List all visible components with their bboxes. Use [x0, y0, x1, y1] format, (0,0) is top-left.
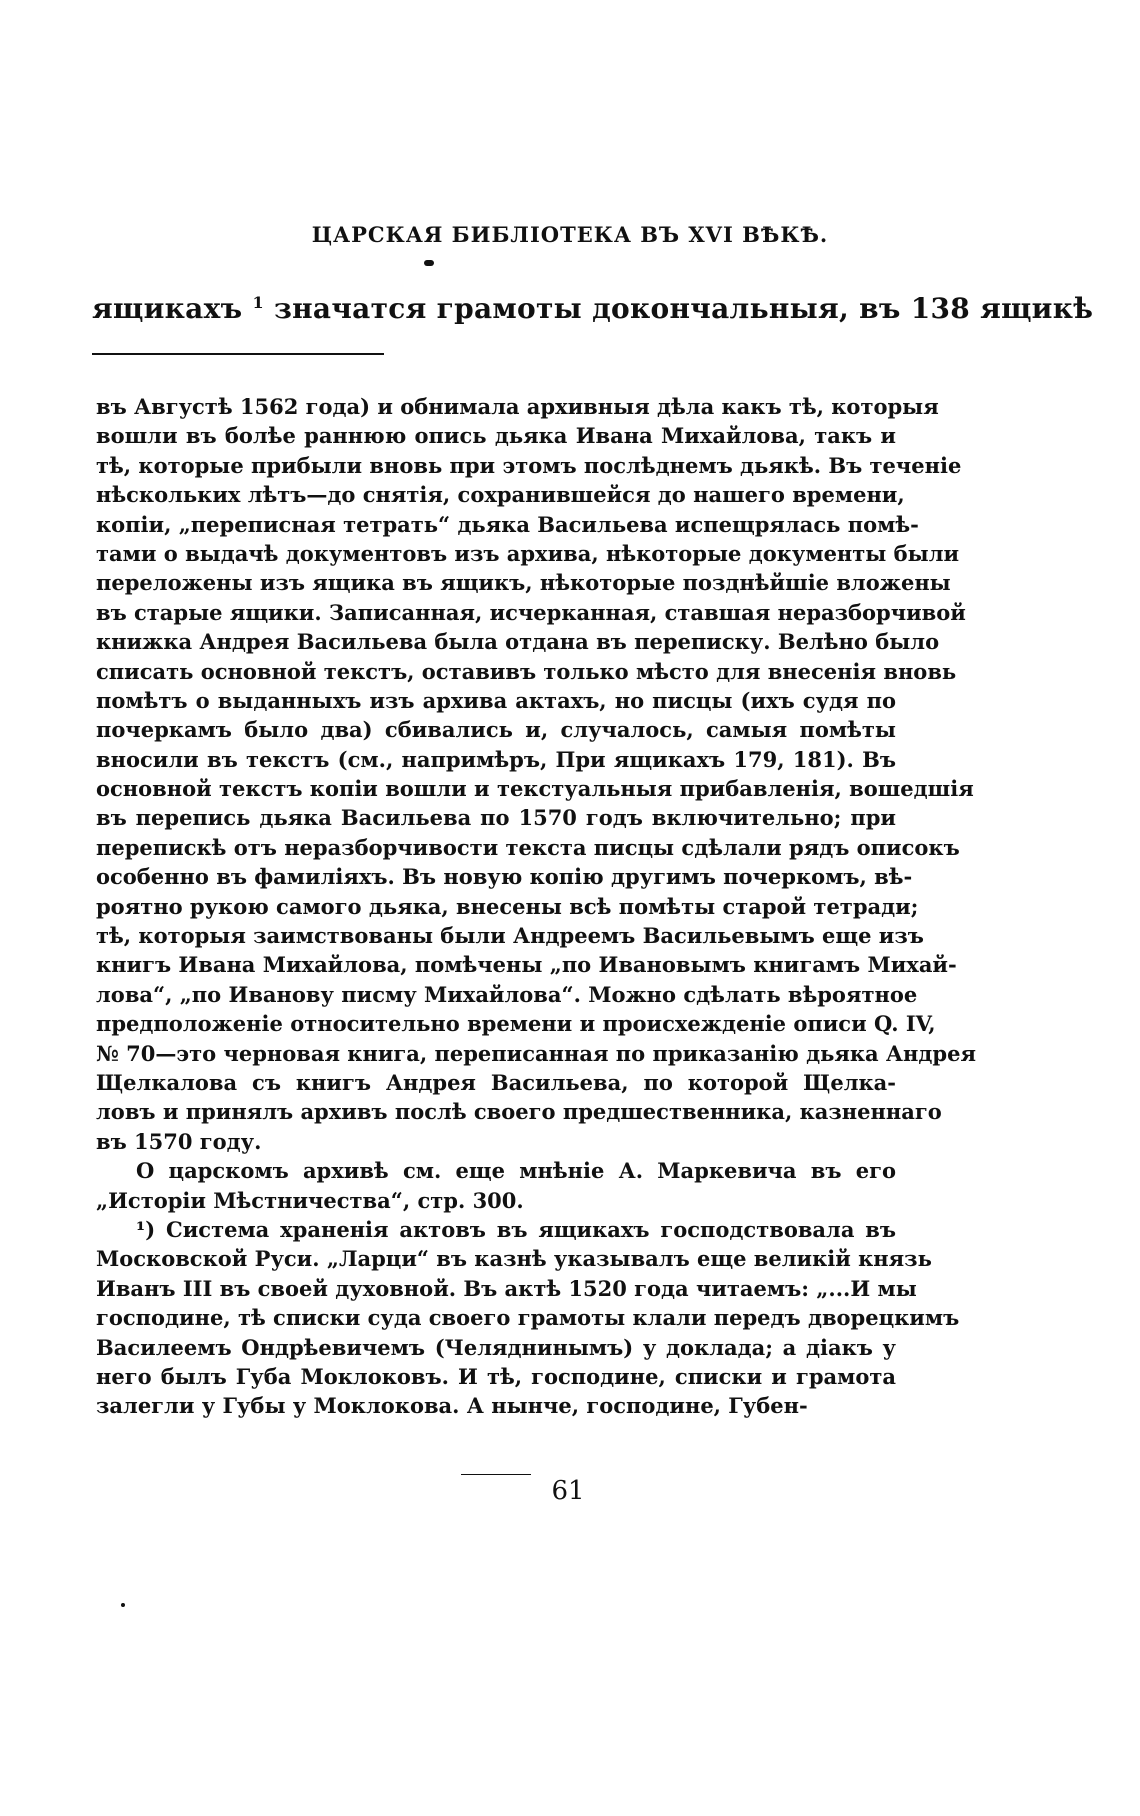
page-number-text: 61: [551, 1476, 585, 1506]
text-line: предположеніе относительно времени и происхежденіе описи Q. IV,: [96, 1011, 936, 1037]
footnote-marker: 1: [252, 293, 264, 312]
text-line: № 70—это черновая книга, переписанная по приказанію дьяка Андрея: [96, 1040, 976, 1066]
footnote-paragraph-3: [96, 1215, 960, 1421]
folio-rule: [461, 1474, 531, 1475]
ornament-dot: [424, 260, 434, 266]
text-line: ловъ и принялъ архивъ послѣ своего предшественника, казненнаго: [96, 1099, 942, 1125]
text-line: списать основной текстъ, оставивъ только мѣсто для внесенія вновь: [96, 658, 957, 684]
text-line: Василеемъ Ондрѣевичемъ (Челяднинымъ) у доклада; а діакъ у: [96, 1334, 896, 1360]
text-line: тѣ, которыя заимствованы были Андреемъ Васильевымъ еще изъ: [96, 923, 924, 949]
text-line: залегли у Губы у Моклокова. А нынче, господине, Губен-: [96, 1393, 808, 1419]
text-line: тѣ, которые прибыли вновь при этомъ послѣднемъ дьякѣ. Въ теченіе: [96, 452, 962, 478]
text-line: въ старые ящики. Записанная, исчерканная, ставшая неразборчивой: [96, 599, 966, 625]
footnotes: [96, 392, 976, 1421]
text-line: особенно въ фамиліяхъ. Въ новую копію другимъ почеркомъ, вѣ-: [96, 864, 913, 890]
text-line: нѣскольких лѣтъ—до снятія, сохранившейся до нашего времени,: [96, 482, 905, 508]
text-line: копіи, „переписная тетрать“ дьяка Васильева испещрялась помѣ-: [96, 511, 919, 537]
text-line: перепискѣ отъ неразборчивости текста писцы сдѣлали рядъ описокъ: [96, 834, 960, 860]
running-head: ЦАРСКАЯ БИБЛІОТЕКА ВЪ XVI ВѢКѢ.: [311, 222, 829, 247]
text-line: Щелкалова съ книгъ Андрея Васильева, по которой Щелка-: [96, 1069, 896, 1095]
footnote-rule: [92, 353, 384, 355]
text-line: господине, тѣ списки суда своего грамоты клали передъ дворецкимъ: [96, 1305, 960, 1331]
main-text-after: значатся грамоты докончальныя, въ 138 ящикѣ: [273, 292, 1094, 325]
text-line: книжка Андрея Васильева была отдана въ переписку. Велѣно было: [96, 629, 940, 655]
text-line: ¹) Система храненія актовъ въ ящикахъ господствовала въ: [136, 1216, 896, 1242]
text-line: роятно рукою самого дьяка, внесены всѣ помѣты старой тетради;: [96, 893, 919, 919]
footnote-paragraph-2: [96, 1156, 896, 1215]
text-line: него былъ Губа Моклоковъ. И тѣ, господине, списки и грамота: [96, 1363, 896, 1389]
text-line: переложены изъ ящика въ ящикъ, нѣкоторые позднѣйшіе вложены: [96, 570, 951, 596]
text-line: помѣтъ о выданныхъ изъ архива актахъ, но писцы (ихъ судя по: [96, 687, 896, 713]
paper-speck: [121, 1603, 125, 1607]
main-text-before: ящикахъ: [92, 292, 243, 325]
text-line: въ 1570 году.: [96, 1128, 262, 1154]
text-line: вошли въ болѣе раннюю опись дьяка Ивана Михайлова, такъ и: [96, 423, 896, 449]
text-line: О царскомъ архивѣ см. еще мнѣніе А. Маркевича въ его: [136, 1158, 896, 1184]
page-number: [0, 1476, 1140, 1506]
text-line: основной текстъ копіи вошли и текстуальныя прибавленія, вошедшія: [96, 776, 974, 802]
text-line: книгъ Ивана Михайлова, помѣчены „по Ивановымъ книгамъ Михай-: [96, 952, 957, 978]
text-line: Московской Руси. „Ларци“ въ казнѣ указывалъ еще великій князь: [96, 1246, 932, 1272]
text-line: лова“, „по Иванову писму Михайлова“. Можно сдѣлать вѣроятное: [96, 981, 918, 1007]
text-line: „Исторіи Мѣстничества“, стр. 300.: [96, 1187, 524, 1213]
footnote-paragraph-1: [96, 392, 976, 1156]
text-line: тами о выдачѣ документовъ изъ архива, нѣкоторые документы были: [96, 540, 960, 566]
main-text-line: [92, 292, 1094, 325]
text-line: вносили въ текстъ (см., напримѣръ, При ящикахъ 179, 181). Въ: [96, 746, 896, 772]
text-line: въ перепись дьяка Васильева по 1570 годъ включительно; при: [96, 805, 896, 831]
text-line: Иванъ III въ своей духовной. Въ актѣ 1520 года читаемъ: „...И мы: [96, 1275, 917, 1301]
text-line: въ Августѣ 1562 года) и обнимала архивныя дѣла какъ тѣ, которыя: [96, 394, 939, 419]
text-line: почеркамъ было два) сбивались и, случалось, самыя помѣты: [96, 717, 896, 743]
